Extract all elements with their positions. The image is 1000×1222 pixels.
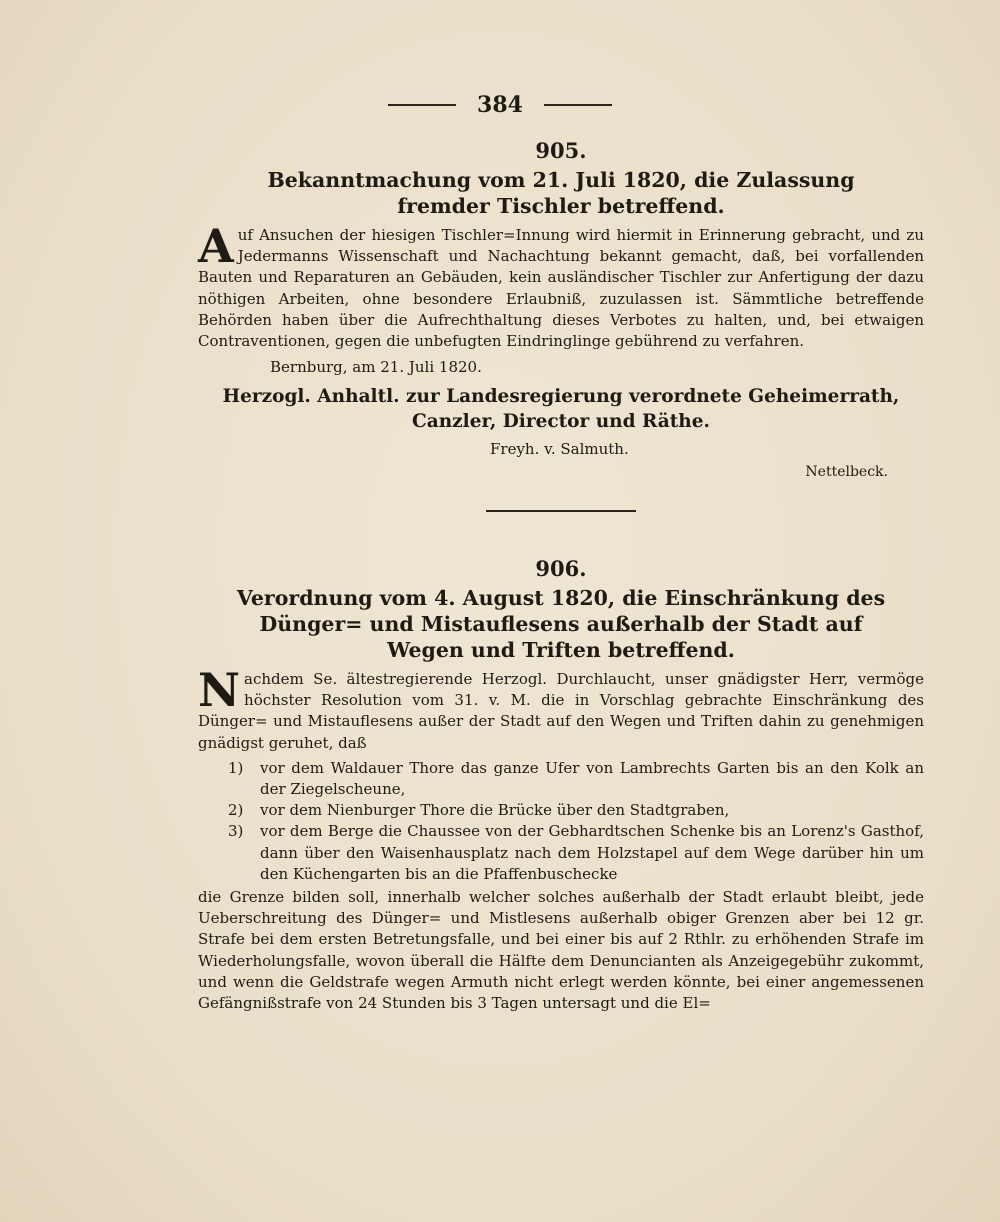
signature-nettelbeck: Nettelbeck. [805, 464, 888, 481]
header-rule-right [544, 104, 612, 106]
intro-text: achdem Se. ältestregierende Herzogl. Durchlaucht, unser gnädigster Herr, vermöge höchster Resolution vom 31. v. M. die in Vorschlag gebrachte Einschränkung des Dünger= und Mistauflesens außer der Stadt auf den Wegen und Triften dahin zu genehmigen gnädigst geruhet, daß [198, 670, 924, 752]
section-title: Bekanntmachung vom 21. Juli 1820, die Zulassung fremder Tischler betreffend. [267, 168, 855, 218]
signature-salmuth: Freyh. v. Salmuth. [490, 440, 629, 459]
section-conclusion: die Grenze bilden soll, innerhalb welcher solches außerhalb der Stadt erlaubt bleibt, jede Ueberschreitung des Dünger= und Mistlesens außerhalb obiger Grenzen aber bei 12 gr. Strafe bei dem ersten Betretungsfalle, und bei einer bis auf 2 Rthlr. zu erhöhenden Strafe im Wiederholungsfalle, wovon überall die Hälfte dem Denuncianten als Anzeigegebühr zukommt, und wenn die Geldstrafe wegen Armuth nicht erlegt werden könnte, bei einer angemessenen Gefängnißstrafe von 24 Stunden bis 3 Tagen untersagt und die El= [198, 888, 924, 1013]
header-rule-left [388, 104, 456, 106]
list-item [198, 800, 924, 821]
issuing-authority: Herzogl. Anhaltl. zur Landesregierung verordnete Geheimerrath, Canzler, Director und Räthe. [222, 386, 900, 433]
list-item-number: 3) [228, 822, 244, 841]
section-intro [198, 663, 924, 754]
drop-cap: N [198, 663, 241, 717]
list-item-text: vor dem Berge die Chaussee von der Gebhardtschen Schenke bis an Lorenz's Gasthof, dann über den Waisenhausplatz nach dem Holzstapel auf dem Wege darüber hin um den Küchengarten bis an die Pfaffenbuschecke [260, 822, 924, 883]
list-item [198, 821, 924, 885]
list-item-text: vor dem Nienburger Thore die Brücke über den Stadtgraben, [260, 801, 730, 820]
section-title: Verordnung vom 4. August 1820, die Einschränkung des Dünger= und Mistauflesens außerhalb der Stadt auf Wegen und Triften betreffend. [236, 586, 886, 662]
boundary-list [198, 758, 924, 885]
page-number: 384 [477, 92, 523, 118]
list-item-number: 1) [228, 758, 244, 777]
section-body [198, 219, 924, 352]
body-text: uf Ansuchen der hiesigen Tischler=Innung wird hiermit in Erinnerung gebracht, und zu Jedermanns Wissenschaft und Nachachtung bekannt gemacht, daß, bei vorfallenden Bauten und Reparaturen an Gebäuden, kein ausländischer Tischler zur Anfertigung der dazu nöthigen Arbeiten, ohne besondere Erlaubniß, zuzulassen ist. Sämmtliche betreffende Behörden haben über die Aufrechthaltung dieses Verbotes zu halten, und, bei etwaigen Contraventionen, gegen die unbefugten Eindringlinge gebührend zu verfahren. [198, 226, 924, 351]
list-item-number: 2) [228, 801, 244, 820]
drop-cap: A [198, 219, 234, 273]
section-number: 905. [535, 138, 587, 163]
list-item-text: vor dem Waldauer Thore das ganze Ufer von Lambrechts Garten bis an den Kolk an der Ziegelscheune, [260, 758, 924, 799]
section-number: 906. [535, 556, 587, 581]
section-905 [198, 138, 924, 512]
section-divider [486, 510, 636, 512]
section-906 [198, 556, 924, 1014]
place-date: Bernburg, am 21. Juli 1820. [270, 358, 482, 377]
list-item [198, 758, 924, 800]
page-header [0, 92, 1000, 118]
